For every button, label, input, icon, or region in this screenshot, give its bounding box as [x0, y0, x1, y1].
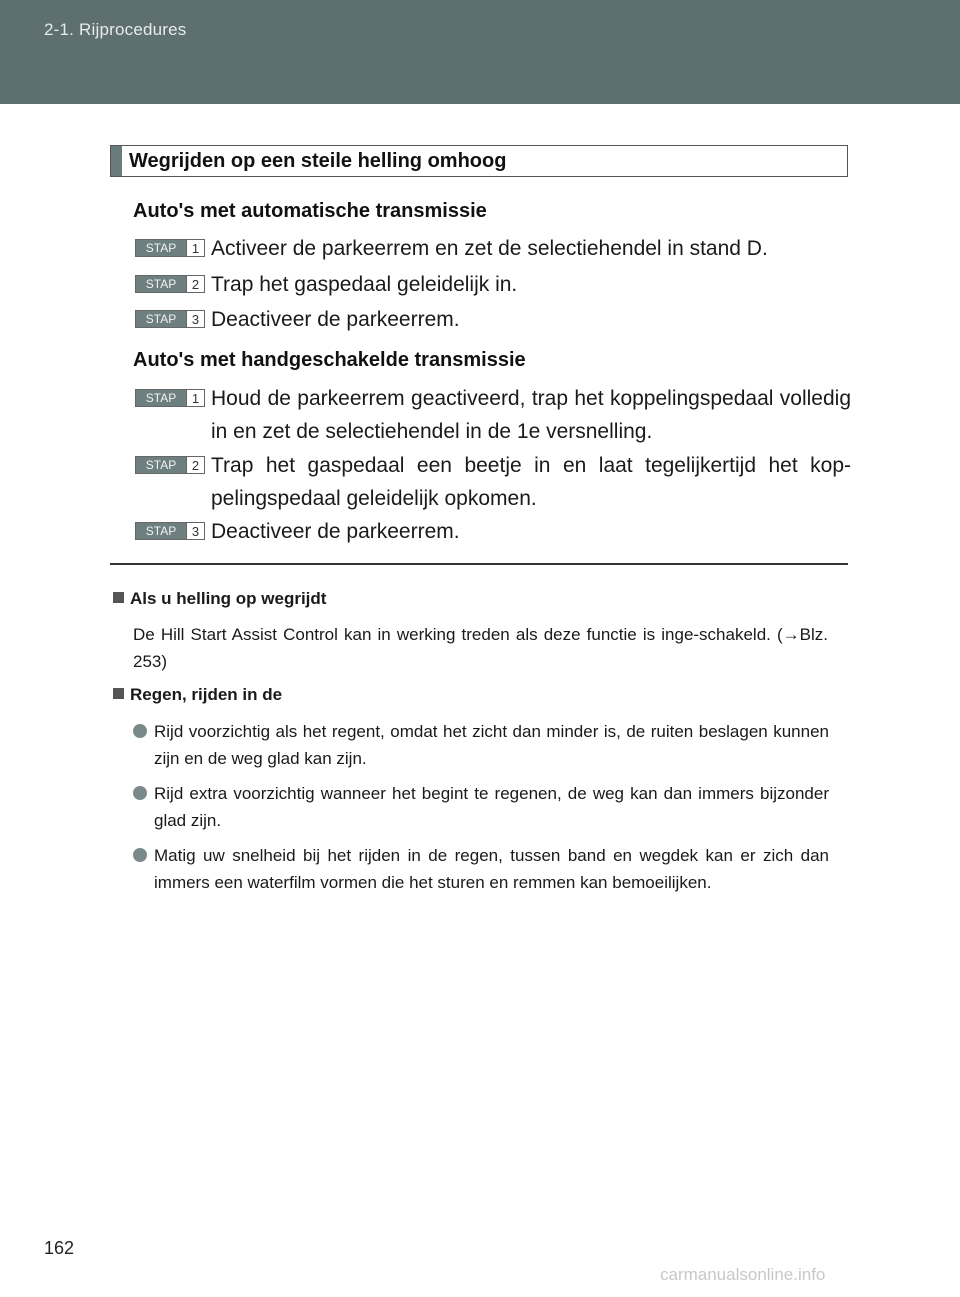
step-badge-label: STAP — [136, 390, 186, 406]
step-badge-label: STAP — [136, 523, 186, 539]
step-text: Deactiveer de parkeerrem. — [211, 308, 460, 331]
note-rain-heading — [113, 685, 282, 705]
circle-bullet-icon — [133, 786, 147, 800]
step-badge-number: 1 — [186, 240, 204, 256]
step-text: Houd de parkeerrem geactiveerd, trap het koppelingspedaal volledig in en zet de selectiehendel in de 1e versnelling. — [211, 387, 851, 443]
step-badge-label: STAP — [136, 240, 186, 256]
step-badge-number: 1 — [186, 390, 204, 406]
section-title: 2-1. Rijprocedures — [44, 20, 187, 39]
step-text: Activeer de parkeerrem en zet de selectiehendel in stand D. — [211, 237, 768, 260]
step-badge-label: STAP — [136, 457, 186, 473]
section-divider — [110, 563, 848, 565]
step-text: Trap het gaspedaal een beetje in en laat tegelijkertijd het kop-pelingspedaal geleidelijk opkomen. — [211, 454, 851, 510]
note-hill-text: De Hill Start Assist Control kan in werking treden als deze functie is inge-schakeld. (→Blz. 253) — [133, 625, 828, 671]
automatic-heading: Auto's met automatische transmissie — [133, 200, 487, 222]
step-badge-number: 3 — [186, 311, 204, 327]
note-hill-heading — [113, 589, 326, 609]
heading-accent-bar — [111, 146, 122, 176]
step-badge — [135, 310, 205, 328]
section-heading: Wegrijden op een steile helling omhoog — [129, 150, 507, 172]
step-badge — [135, 239, 205, 257]
step-badge-number: 2 — [186, 276, 204, 292]
bullet-text: Rijd extra voorzichtig wanneer het begint te regenen, de weg kan dan immers bijzonder glad zijn. — [154, 784, 829, 830]
watermark: carmanualsonline.info — [660, 1265, 826, 1284]
note-rain-heading-text: Regen, rijden in de — [130, 685, 283, 704]
square-bullet-icon — [113, 592, 124, 603]
step-badge — [135, 522, 205, 540]
bullet-text: Rijd voorzichtig als het regent, omdat het zicht dan minder is, de ruiten beslagen kunnen zijn en de weg glad kan zijn. — [154, 722, 829, 768]
step-text: Deactiveer de parkeerrem. — [211, 520, 460, 543]
square-bullet-icon — [113, 688, 124, 699]
step-badge — [135, 389, 205, 407]
step-badge-number: 3 — [186, 523, 204, 539]
circle-bullet-icon — [133, 848, 147, 862]
manual-heading: Auto's met handgeschakelde transmissie — [133, 349, 526, 371]
step-badge-number: 2 — [186, 457, 204, 473]
step-badge — [135, 275, 205, 293]
note-hill-heading-text: Als u helling op wegrijdt — [130, 589, 327, 608]
step-badge — [135, 456, 205, 474]
bullet-text: Matig uw snelheid bij het rijden in de regen, tussen band en wegdek kan er zich dan immers een waterfilm vormen die het sturen en remmen kan bemoeilijken. — [154, 846, 829, 892]
step-badge-label: STAP — [136, 311, 186, 327]
circle-bullet-icon — [133, 724, 147, 738]
header-band — [0, 0, 960, 104]
section-heading-box — [110, 145, 848, 177]
step-text: Trap het gaspedaal geleidelijk in. — [211, 273, 518, 296]
page-number: 162 — [44, 1238, 75, 1258]
step-badge-label: STAP — [136, 276, 186, 292]
